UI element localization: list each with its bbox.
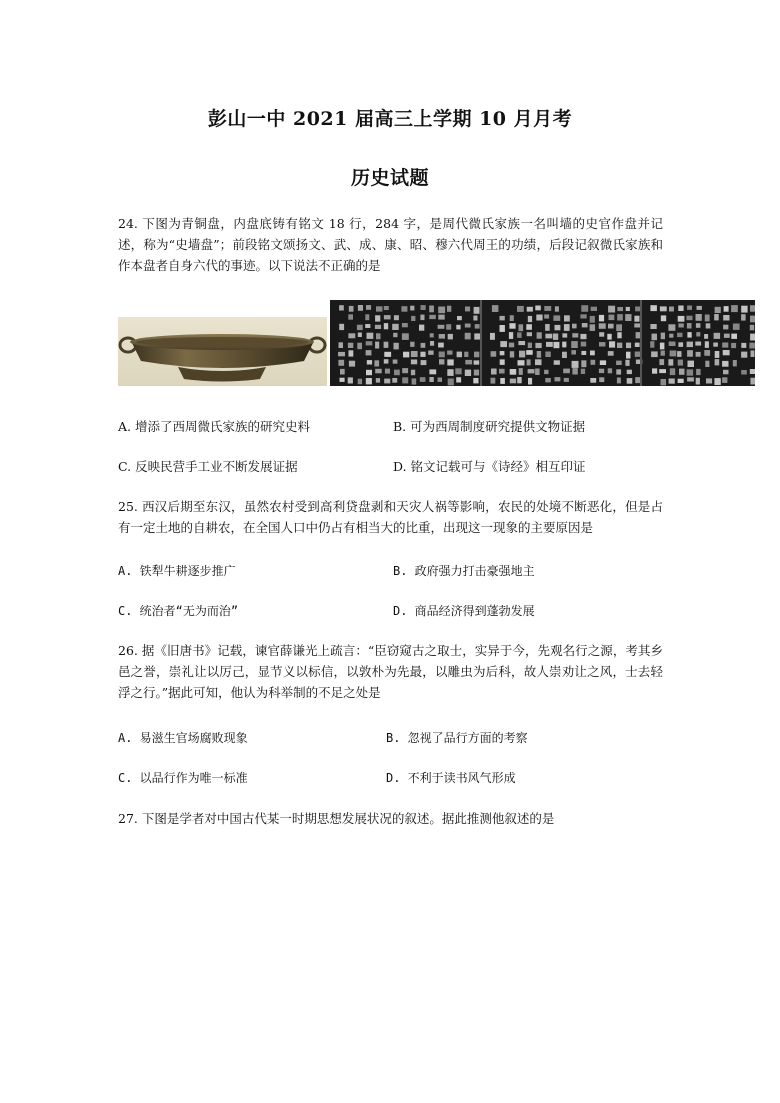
question-25-option-c[interactable]: C. 统治者“无为而治” <box>118 604 239 618</box>
question-26-option-b[interactable]: B. 忽视了品行方面的考察 <box>386 731 528 745</box>
question-25-option-a[interactable]: A. 铁犁牛耕逐步推广 <box>118 564 236 578</box>
question-24-option-d[interactable]: D. 铭文记载可与《诗经》相互印证 <box>393 459 586 474</box>
question-24-option-b[interactable]: B. 可为西周制度研究提供文物证据 <box>393 419 586 434</box>
question-26-option-c[interactable]: C. 以品行作为唯一标准 <box>118 771 248 785</box>
question-25-stem: 25. 西汉后期至东汉，虽然农村受到高利贷盘剥和天灾人祸等影响，农民的处境不断恶化，但是占有一定土地的自耕农，在全国人口中仍占有相当大的比重，出现这一现象的主要原因是 <box>118 499 663 535</box>
bronze-plate-photo <box>118 317 327 386</box>
exam-title: 彭山一中 2021 届高三上学期 10 月月考 <box>207 108 573 130</box>
question-24-stem: 24. 下图为青铜盘，内盘底铸有铭文 18 行，284 字，是周代微氏家族一名叫墙的史官作盘并记述，称为“史墙盘”；前段铭文颂扬文、武、成、康、昭、穆六代周王的功绩，后段记叙微氏家族和作本盘者自身六代的事迹。以下说法不正确的是 <box>118 216 663 273</box>
bronze-plate-icon <box>118 317 327 386</box>
inscription-rubbing-icon <box>330 300 755 386</box>
question-25-option-d[interactable]: D. 商品经济得到蓬勃发展 <box>393 604 535 618</box>
question-24-option-a[interactable]: A. 增添了西周微氏家族的研究史料 <box>118 419 310 434</box>
question-26-option-d[interactable]: D. 不利于读书风气形成 <box>386 771 516 785</box>
question-26-option-a[interactable]: A. 易滋生官场腐败现象 <box>118 731 248 745</box>
inscription-rubbing-photo <box>330 300 755 386</box>
question-24-option-c[interactable]: C. 反映民营手工业不断发展证据 <box>118 459 298 474</box>
question-26-stem: 26. 据《旧唐书》记载，谏官薛谦光上疏言：“臣窃窥古之取士，实异于今，先观名行之源，考其乡邑之誉，崇礼让以厉己，显节义以标信，以敦朴为先最，以雕虫为后科，故人崇劝让之风，士去轻浮之行。”据此可知，他认为科举制的不足之处是 <box>118 643 663 700</box>
question-27-stem: 27. 下图是学者对中国古代某一时期思想发展状况的叙述。据此推测他叙述的是 <box>118 811 555 826</box>
exam-subtitle: 历史试题 <box>350 167 429 189</box>
question-25-option-b[interactable]: B. 政府强力打击豪强地主 <box>393 564 535 578</box>
